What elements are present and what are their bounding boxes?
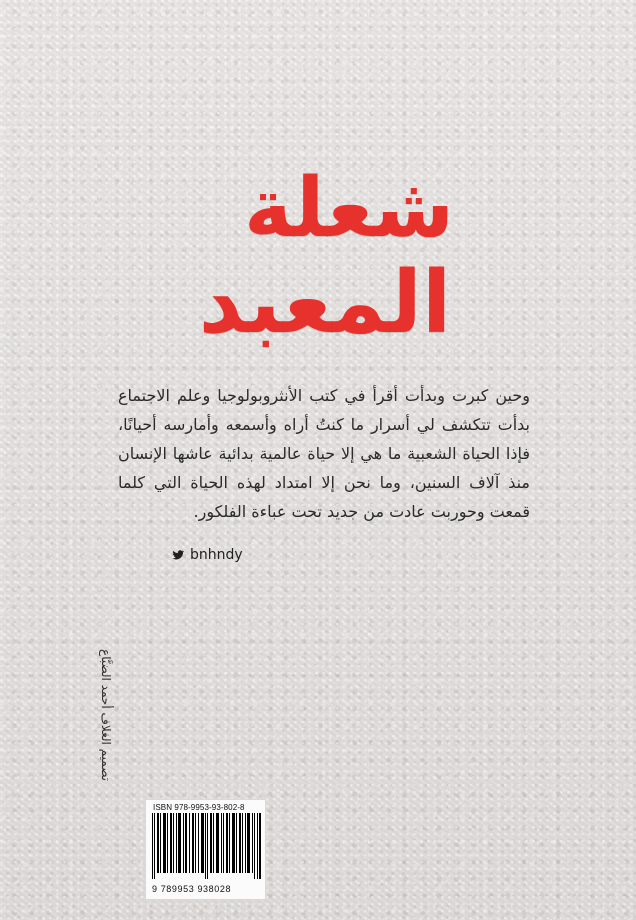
barcode-number: 9 789953 938028 <box>152 884 232 894</box>
title-line-1: شعلة <box>243 161 455 256</box>
isbn-label: ISBN 978-9953-93-802-8 <box>153 803 245 812</box>
title-line-2: المعبد <box>198 253 452 353</box>
cover-designer-credit: تصميم الغلاف أحمد الضبَّاع <box>99 649 113 781</box>
twitter-icon <box>172 549 184 561</box>
isbn-barcode <box>145 799 266 900</box>
book-title <box>175 161 475 353</box>
twitter-handle: bnhndy <box>190 547 243 563</box>
barcode-bars <box>152 813 261 879</box>
twitter-handle-row <box>172 548 243 562</box>
blurb-text: وحين كبرت وبدأت أقرأ في كتب الأنثروبولوجيا وعلم الاجتماع بدأت تتكشف لي أسرار ما كنتُ أراه وأسمعه وأمارسه أحيانًا، فإذا الحياة الشعبية ما هي إلا حياة عالمية بدائية عاشها الإنسان منذ آلاف السنين، وما نحن إلا امتداد لهذه الحياة التي كلما قمعت وحوربت عادت من جديد تحت عباءة الفلكور. <box>118 386 530 521</box>
